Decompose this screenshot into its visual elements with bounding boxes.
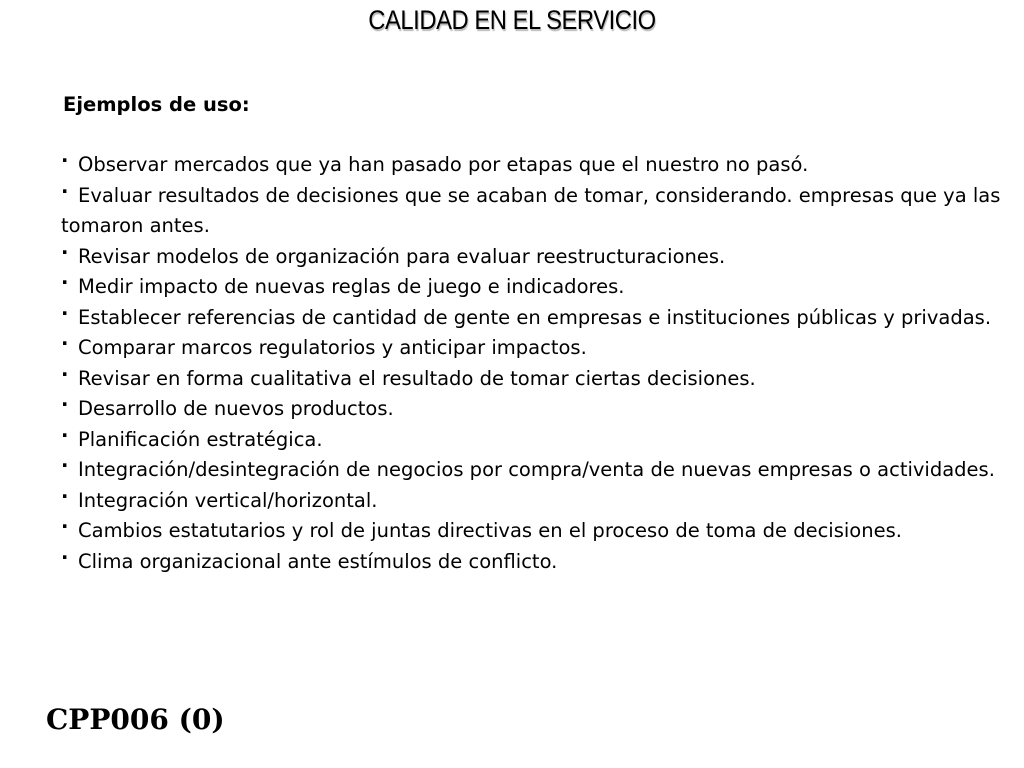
list-item xyxy=(61,181,1006,242)
bullet-icon: · xyxy=(61,362,69,386)
list-item-text: Revisar modelos de organización para evaluar reestructuraciones. xyxy=(78,244,726,268)
bullet-icon: · xyxy=(61,423,69,447)
list-item xyxy=(61,455,1006,486)
list-item-text: Planificación estratégica. xyxy=(78,427,323,451)
bullet-icon: · xyxy=(61,149,69,172)
bullet-icon: · xyxy=(61,454,69,477)
list-item-text: Observar mercados que ya han pasado por etapas que el nuestro no pasó. xyxy=(78,153,809,176)
bullet-icon: · xyxy=(61,484,69,508)
list-item-text: Comparar marcos regulatorios y anticipar impactos. xyxy=(78,336,587,359)
list-item-text: Evaluar resultados de decisiones que se acaban de tomar, considerando. empresas que ya las tomaron antes. xyxy=(61,183,1001,237)
list-item-text: Cambios estatutarios y rol de juntas directivas en el proceso de toma de decisiones. xyxy=(78,519,902,542)
usage-examples-list xyxy=(61,150,1006,577)
bullet-icon: · xyxy=(61,271,69,294)
section-subtitle: Ejemplos de uso: xyxy=(63,93,250,116)
list-item xyxy=(61,242,1006,273)
bullet-icon: · xyxy=(61,240,69,264)
list-item xyxy=(61,486,1006,517)
bullet-icon: · xyxy=(61,515,69,538)
list-item xyxy=(61,272,1006,303)
list-item xyxy=(61,425,1006,456)
bullet-icon: · xyxy=(61,301,69,325)
list-item-text: Revisar en forma cualitativa el resultado de tomar ciertas decisiones. xyxy=(78,366,756,390)
footer-code: CPP006 (0) xyxy=(46,703,225,736)
list-item-text: Desarrollo de nuevos productos. xyxy=(78,397,394,420)
list-item xyxy=(61,516,1006,547)
list-item xyxy=(61,547,1006,578)
slide-title: CALIDAD EN EL SERVICIO xyxy=(368,5,656,35)
list-item xyxy=(61,150,1006,181)
list-item-text: Clima organizacional ante estímulos de conflicto. xyxy=(78,549,558,573)
list-item-text: Integración/desintegración de negocios por compra/venta de nuevas empresas o actividades. xyxy=(78,458,995,481)
bullet-icon: · xyxy=(61,179,69,203)
list-item xyxy=(61,303,1006,334)
list-item-text: Medir impacto de nuevas reglas de juego e indicadores. xyxy=(78,275,625,298)
list-item xyxy=(61,333,1006,364)
list-item xyxy=(61,364,1006,395)
list-item-text: Establecer referencias de cantidad de gente en empresas e instituciones públicas y privadas. xyxy=(78,305,992,329)
bullet-icon: · xyxy=(61,545,69,569)
list-item-text: Integración vertical/horizontal. xyxy=(78,488,378,512)
bullet-icon: · xyxy=(61,393,69,416)
bullet-icon: · xyxy=(61,332,69,355)
list-item xyxy=(61,394,1006,425)
